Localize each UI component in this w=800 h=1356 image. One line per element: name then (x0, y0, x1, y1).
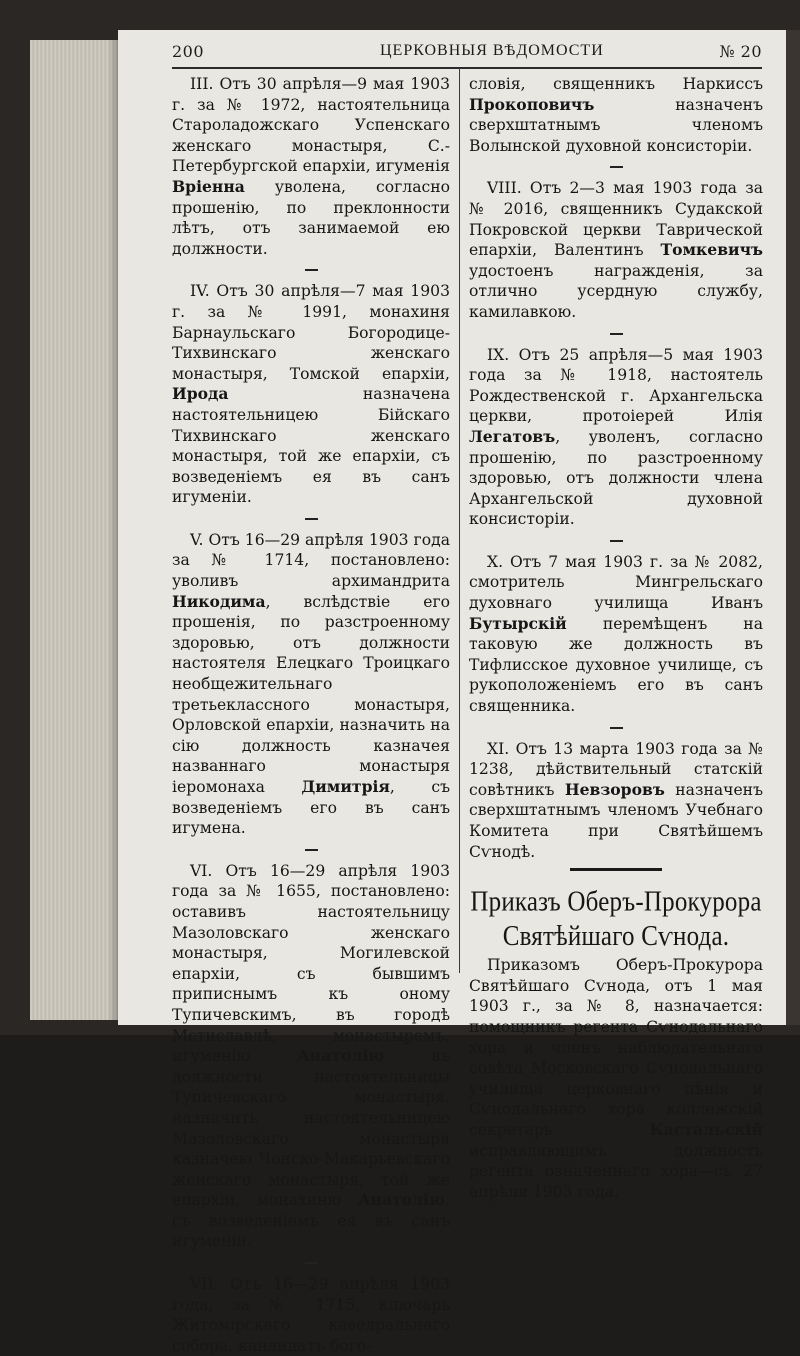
binding-shadow (786, 30, 800, 1025)
page-stack-edge (30, 40, 122, 1020)
right-column (469, 74, 763, 1202)
entry-vii-continued: словія, священникъ Наркиссъ Прокоповичъ назначенъ сверхштатнымъ членомъ Волынской духовной консисторіи. (469, 75, 763, 155)
section-rule (570, 868, 662, 871)
entry-iv: IV. Отъ 30 апрѣля—7 мая 1903 г. за № 1991, монахиня Барнаульскаго Богородице-Тихвинскаго женскаго монастыря, Томской епархіи, Ирода назначена настоятельницею Бійскаго Тихвинскаго женскаго монастыря, той же епархіи, съ возведеніемъ ея въ санъ игуменіи. (172, 282, 450, 507)
order-text: Приказомъ Оберъ-Прокурора Святѣйшаго Сѵнода, отъ 1 мая 1903 г., за № 8, назначается: помощникъ регента Сѵнодальнаго хора и членъ наблюдательнаго совѣта Московскаго Сѵнодальнаго училища церковнаго пѣнія и Сѵнодальнаго хора коллежскій секретарь Кастальскій исправляющимъ должность регента означеннаго хора—съ 27 апрѣля 1903 года. (469, 956, 763, 1201)
page-number: 200 (172, 42, 205, 61)
running-header (172, 38, 762, 64)
journal-title: ЦЕРКОВНЫЯ ВѢДОМОСТИ (380, 42, 604, 59)
section-heading: Приказъ Оберъ-Прокурора Святѣйшаго Сѵнода. (470, 886, 762, 952)
entry-x: X. Отъ 7 мая 1903 г. за № 2082, смотритель Мингрельскаго духовнаго училища Иванъ Бутырскій перемѣщенъ на таковую же должность въ Тифлисское духовное училище, съ рукоположеніемъ его въ санъ священника. (469, 552, 763, 716)
entry-v: V. Отъ 16—29 апрѣля 1903 года за № 1714, постановлено: уволивъ архимандрита Никодима, вслѣдствіе его прошенія, по разстроенному здоровью, отъ должности настоятеля Елецкаго Троицкаго необщежительнаго третьеклассного монастыря, Орловской епархіи, назначить на сію должность казначея названнаго монастыря іеромонаха Димитрія, съ возведеніемъ его въ санъ игумена. (172, 530, 450, 838)
entry-separator (469, 717, 763, 739)
entry-separator (172, 508, 450, 530)
entry-separator (469, 156, 763, 178)
entry-separator (469, 323, 763, 345)
entry-separator (469, 530, 763, 552)
entry-xi: XI. Отъ 13 марта 1903 года за № 1238, дѣйствительный статскій совѣтникъ Невзоровъ назначенъ сверхштатнымъ членомъ Учебнаго Комитета при Святѣйшемъ Сѵнодѣ. (469, 739, 763, 861)
entry-separator (172, 259, 450, 281)
entry-iii: III. Отъ 30 апрѣля—9 мая 1903 г. за № 1972, настоятельница Староладожскаго Успенскаго женскаго монастыря, С.-Петербургской епархіи, игуменія Вріенна уволена, согласно прошенію, по преклонности лѣтъ, отъ занимаемой ею должности. (172, 75, 450, 258)
entry-vii: VII. Отъ 16—29 апрѣля 1903 года, за № 1715, ключарь Житомірскаго каѳедральнаго собора, кандидатъ бого- (172, 1275, 450, 1355)
entry-separator (172, 1252, 450, 1274)
entry-vi: VI. Отъ 16—29 апрѣля 1903 года за № 1655, постановлено: оставивъ настоятельницу Мазоловскаго женскаго монастыря, Могилевской епархіи, съ бывшимъ приписнымъ къ оному Тупичевскимъ, въ городѣ Мстиславлѣ, монастыремъ, игуменію Анатолію въ должности настоятельницы Тупичевскаго монастыря, назначить настоятельницею Мазоловскаго монастыря казначею Чонско-Макарьевскаго женскаго монастыря, той же епархіи, монахиню Анатолію, съ возведеніемъ ея въ санъ игуменіи. (172, 861, 450, 1251)
issue-number: № 20 (719, 42, 762, 61)
entry-viii: VIII. Отъ 2—3 мая 1903 года за № 2016, священникъ Судакской Покровской церкви Таврической епархіи, Валентинъ Томкевичъ удостоенъ награжденія, за отлично усердную службу, камилавкою. (469, 179, 763, 321)
header-rule (172, 67, 762, 69)
entry-ix: IX. Отъ 25 апрѣля—5 мая 1903 года за № 1918, настоятель Рождественской г. Архангельска церкви, протоіерей Илія Легатовъ, уволенъ, согласно прошенію, по разстроенному здоровью, отъ должности члена Архангельской духовной консисторіи. (469, 345, 763, 529)
column-divider (459, 68, 460, 973)
left-column (172, 74, 450, 1356)
entry-separator (172, 839, 450, 861)
